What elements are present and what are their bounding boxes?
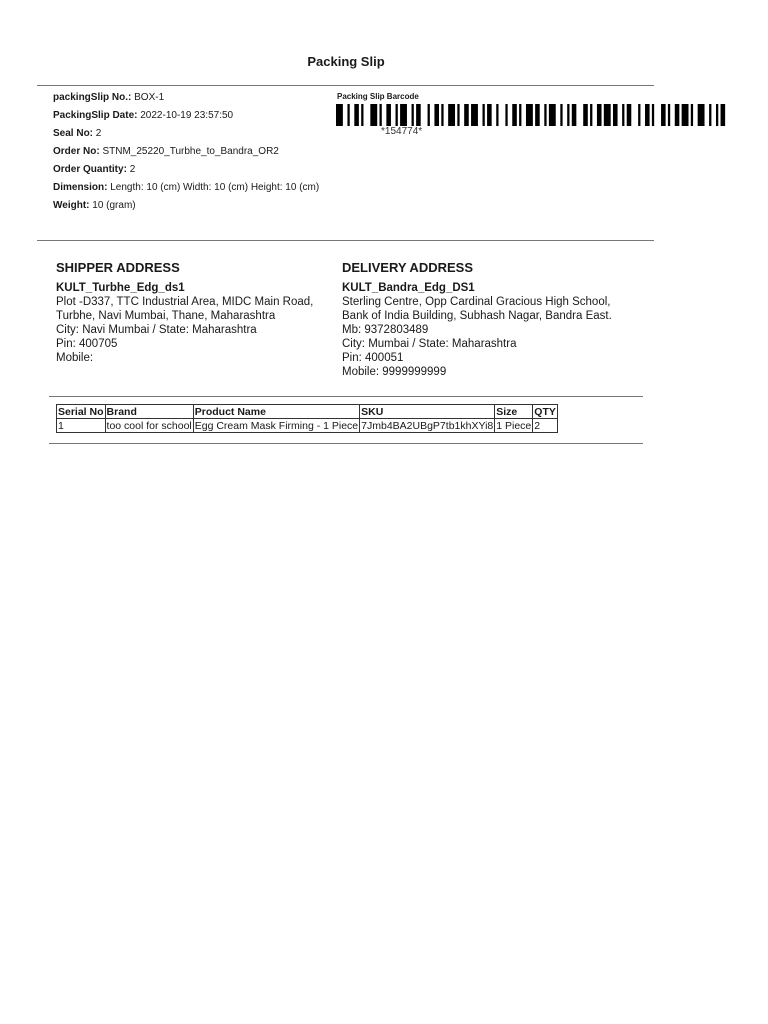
- seal-no-row: Seal No: 2: [53, 128, 102, 139]
- shipper-city-state: City: Navi Mumbai / State: Maharashtra: [56, 324, 257, 336]
- barcode-bar: [661, 104, 666, 126]
- barcode-bar: [544, 104, 546, 126]
- dimension-value: Length: 10 (cm) Width: 10 (cm) Height: 10 (cm): [110, 182, 320, 193]
- barcode-bar: [412, 104, 414, 126]
- barcode-bar: [386, 104, 391, 126]
- shipper-pin: Pin: 400705: [56, 338, 118, 350]
- barcode-bar: [560, 104, 562, 126]
- barcode-bar: [336, 104, 343, 126]
- cell-size: 1 Piece: [496, 419, 532, 432]
- cell-serial-no: 1: [57, 419, 106, 433]
- barcode-bar: [505, 104, 507, 126]
- page-title: Packing Slip: [307, 54, 385, 69]
- barcode-bar: [471, 104, 478, 126]
- delivery-mobile: Mobile: 9999999999: [342, 366, 447, 378]
- delivery-address-block: [342, 261, 612, 379]
- weight-row: Weight: 10 (gram): [53, 200, 136, 211]
- table-header-row: [57, 405, 558, 419]
- order-no-value: STNM_25220_Turbhe_to_Bandra_OR2: [102, 146, 279, 157]
- barcode-bar: [590, 104, 592, 126]
- delivery-pin: Pin: 400051: [342, 352, 404, 364]
- slip-info: [53, 92, 328, 218]
- order-quantity-value: 2: [129, 164, 136, 175]
- weight-value: 10 (gram): [92, 200, 136, 211]
- order-no-row: Order No: STNM_25220_Turbhe_to_Bandra_OR2: [53, 146, 279, 157]
- order-quantity-row: Order Quantity: 2: [53, 164, 136, 175]
- barcode-bar: [361, 104, 363, 126]
- cell-sku: 7Jmb4BA2UBgP7tb1khXYi8: [361, 419, 494, 432]
- barcode-bar: [622, 104, 624, 126]
- barcode-bar: [512, 104, 517, 126]
- header-qty: QTY: [534, 405, 556, 418]
- barcode-bar: [698, 104, 705, 126]
- shipper-mobile: Mobile:: [56, 352, 94, 364]
- header-size: Size: [495, 405, 533, 419]
- shipper-name: KULT_Turbhe_Edg_ds1: [56, 282, 185, 294]
- middle-divider: [37, 240, 654, 241]
- delivery-address: Sterling Centre, Opp Cardinal Gracious High School, Bank of India Building, Subhash Nagar, Bandra East. Mb: 9372803489: [342, 296, 612, 336]
- table-row: [57, 419, 558, 433]
- barcode-bar: [428, 104, 430, 126]
- cell-brand: too cool for school: [106, 419, 192, 432]
- barcode-bar: [668, 104, 670, 126]
- barcode-bar: [645, 104, 650, 126]
- barcode-bar: [709, 104, 711, 126]
- barcode-bar: [604, 104, 611, 126]
- barcode-bar: [613, 104, 618, 126]
- barcode-bar: [638, 104, 640, 126]
- barcode-bar: [627, 104, 632, 126]
- barcode-bar: [347, 104, 349, 126]
- barcode-bar: [379, 104, 381, 126]
- header-sku: SKU: [360, 405, 495, 419]
- packing-slip-no-row: packingSlip No.: BOX-1: [53, 92, 165, 103]
- barcode-bar: [652, 104, 654, 126]
- barcode-bar: [526, 104, 533, 126]
- barcode-bar: [354, 104, 359, 126]
- packing-slip-no-value: BOX-1: [134, 92, 165, 103]
- barcode-bar: [396, 104, 398, 126]
- shipper-address-block: [56, 261, 326, 365]
- dimension-row: Dimension: Length: 10 (cm) Width: 10 (cm) Height: 10 (cm): [53, 182, 320, 193]
- barcode-bar: [597, 104, 602, 126]
- barcode-bar: [441, 104, 443, 126]
- delivery-city-state: City: Mumbai / State: Maharashtra: [342, 338, 517, 350]
- items-table: [56, 404, 558, 433]
- address-divider: [49, 396, 643, 397]
- bottom-divider: [49, 443, 643, 444]
- barcode-bar: [496, 104, 498, 126]
- barcode-bar: [675, 104, 680, 126]
- barcode-bar: [400, 104, 407, 126]
- barcode-image: [336, 104, 732, 126]
- barcode-bar: [464, 104, 469, 126]
- barcode-bar: [682, 104, 689, 126]
- header-brand: Brand: [105, 405, 193, 419]
- barcode-bar: [583, 104, 588, 126]
- barcode-bar: [483, 104, 485, 126]
- barcode-bar: [721, 104, 726, 126]
- packing-slip-date-value: 2022-10-19 23:57:50: [140, 110, 234, 121]
- barcode-number: *154774*: [381, 126, 423, 137]
- barcode-bar: [519, 104, 521, 126]
- barcode-bar: [416, 104, 421, 126]
- delivery-heading: DELIVERY ADDRESS: [342, 260, 473, 275]
- barcode-bar: [567, 104, 569, 126]
- top-divider: [37, 85, 654, 86]
- barcode-bar: [487, 104, 492, 126]
- barcode-bar: [457, 104, 459, 126]
- barcode-bar: [549, 104, 556, 126]
- barcode-bar: [716, 104, 718, 126]
- seal-no-value: 2: [95, 128, 102, 139]
- cell-product-name: Egg Cream Mask Firming - 1 Piece: [194, 419, 359, 432]
- shipper-address: Plot -D337, TTC Industrial Area, MIDC Main Road, Turbhe, Navi Mumbai, Thane, Maharashtra: [56, 296, 314, 322]
- shipper-heading: SHIPPER ADDRESS: [56, 260, 180, 275]
- barcode-label: Packing Slip Barcode: [337, 92, 419, 101]
- packing-slip-date-row: PackingSlip Date: 2022-10-19 23:57:50: [53, 110, 234, 121]
- header-serial-no: Serial No: [58, 405, 104, 418]
- barcode-bar: [448, 104, 455, 126]
- delivery-name: KULT_Bandra_Edg_DS1: [342, 282, 475, 294]
- header-product-name: Product Name: [193, 405, 359, 419]
- barcode-bar: [572, 104, 577, 126]
- cell-qty: 2: [533, 419, 558, 433]
- barcode-bar: [535, 104, 540, 126]
- barcode-bar: [691, 104, 693, 126]
- barcode-bar: [370, 104, 377, 126]
- barcode-bar: [434, 104, 439, 126]
